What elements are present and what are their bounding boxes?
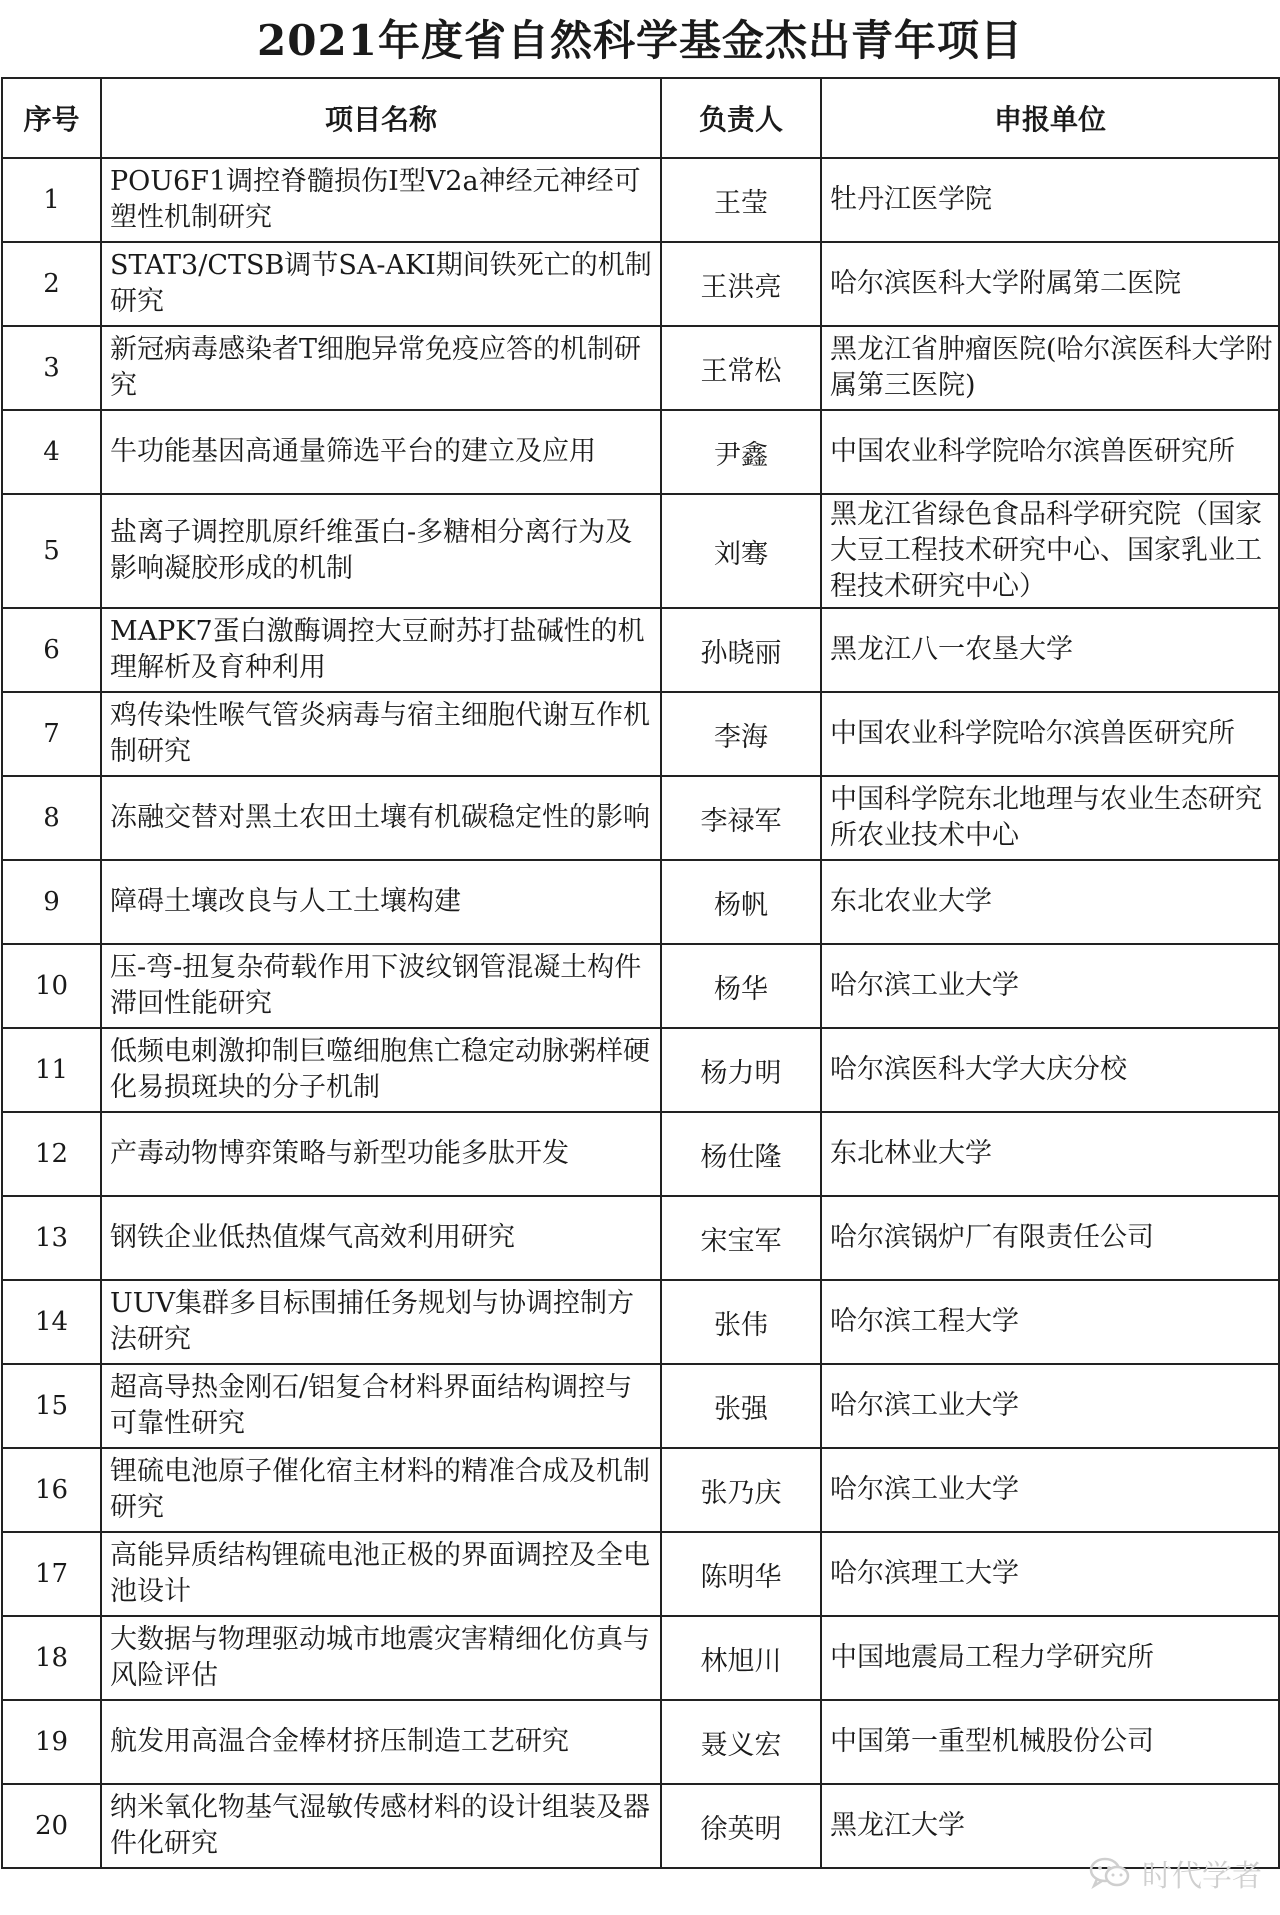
cell-index: 15 <box>2 1364 101 1448</box>
table-row <box>2 776 1279 860</box>
cell-leader: 杨力明 <box>661 1028 821 1112</box>
table-row <box>2 326 1279 410</box>
cell-leader: 宋宝军 <box>661 1196 821 1280</box>
cell-unit: 黑龙江省肿瘤医院(哈尔滨医科大学附属第三医院) <box>821 326 1279 410</box>
cell-index: 5 <box>2 494 101 608</box>
cell-leader: 孙晓丽 <box>661 608 821 692</box>
page-title: 2021年度省自然科学基金杰出青年项目 <box>257 16 1023 65</box>
header-unit: 申报单位 <box>821 78 1279 158</box>
table-row <box>2 158 1279 242</box>
cell-index: 6 <box>2 608 101 692</box>
cell-unit: 中国科学院东北地理与农业生态研究所农业技术中心 <box>821 776 1279 860</box>
cell-name: 锂硫电池原子催化宿主材料的精准合成及机制研究 <box>101 1448 661 1532</box>
cell-index: 13 <box>2 1196 101 1280</box>
cell-index: 3 <box>2 326 101 410</box>
table-row <box>2 860 1279 944</box>
cell-unit: 黑龙江省绿色食品科学研究院（国家大豆工程技术研究中心、国家乳业工程技术研究中心） <box>821 494 1279 608</box>
cell-name: 航发用高温合金棒材挤压制造工艺研究 <box>101 1700 661 1784</box>
cell-name: 新冠病毒感染者T细胞异常免疫应答的机制研究 <box>101 326 661 410</box>
cell-unit: 中国农业科学院哈尔滨兽医研究所 <box>821 410 1279 494</box>
cell-unit: 东北林业大学 <box>821 1112 1279 1196</box>
cell-unit: 哈尔滨工程大学 <box>821 1280 1279 1364</box>
wechat-icon <box>1088 1855 1132 1891</box>
cell-name: POU6F1调控脊髓损伤Ⅰ型V2a神经元神经可塑性机制研究 <box>101 158 661 242</box>
cell-index: 8 <box>2 776 101 860</box>
cell-unit: 牡丹江医学院 <box>821 158 1279 242</box>
cell-index: 14 <box>2 1280 101 1364</box>
cell-leader: 王洪亮 <box>661 242 821 326</box>
table-row <box>2 608 1279 692</box>
cell-name: 盐离子调控肌原纤维蛋白-多糖相分离行为及影响凝胶形成的机制 <box>101 494 661 608</box>
cell-leader: 陈明华 <box>661 1532 821 1616</box>
cell-unit: 哈尔滨医科大学附属第二医院 <box>821 242 1279 326</box>
table-header-row <box>2 78 1279 158</box>
cell-name: 超高导热金刚石/铝复合材料界面结构调控与可靠性研究 <box>101 1364 661 1448</box>
cell-index: 11 <box>2 1028 101 1112</box>
cell-name: 牛功能基因高通量筛选平台的建立及应用 <box>101 410 661 494</box>
project-table <box>1 77 1280 1869</box>
cell-index: 2 <box>2 242 101 326</box>
cell-name: MAPK7蛋白激酶调控大豆耐苏打盐碱性的机理解析及育种利用 <box>101 608 661 692</box>
table-row <box>2 1364 1279 1448</box>
cell-name: 高能异质结构锂硫电池正极的界面调控及全电池设计 <box>101 1532 661 1616</box>
cell-leader: 聂义宏 <box>661 1700 821 1784</box>
cell-index: 1 <box>2 158 101 242</box>
cell-name: 产毒动物博弈策略与新型功能多肽开发 <box>101 1112 661 1196</box>
table-row <box>2 242 1279 326</box>
cell-name: 压-弯-扭复杂荷载作用下波纹钢管混凝土构件滞回性能研究 <box>101 944 661 1028</box>
cell-index: 19 <box>2 1700 101 1784</box>
cell-leader: 张乃庆 <box>661 1448 821 1532</box>
cell-index: 16 <box>2 1448 101 1532</box>
cell-leader: 张伟 <box>661 1280 821 1364</box>
table-row <box>2 410 1279 494</box>
table-row <box>2 1700 1279 1784</box>
cell-unit: 哈尔滨锅炉厂有限责任公司 <box>821 1196 1279 1280</box>
cell-name: 障碍土壤改良与人工土壤构建 <box>101 860 661 944</box>
cell-index: 7 <box>2 692 101 776</box>
cell-index: 17 <box>2 1532 101 1616</box>
cell-unit: 中国农业科学院哈尔滨兽医研究所 <box>821 692 1279 776</box>
table-row <box>2 1532 1279 1616</box>
cell-name: 冻融交替对黑土农田土壤有机碳稳定性的影响 <box>101 776 661 860</box>
cell-leader: 林旭川 <box>661 1616 821 1700</box>
cell-name: STAT3/CTSB调节SA-AKI期间铁死亡的机制研究 <box>101 242 661 326</box>
cell-leader: 杨华 <box>661 944 821 1028</box>
cell-index: 9 <box>2 860 101 944</box>
cell-unit: 黑龙江八一农垦大学 <box>821 608 1279 692</box>
cell-leader: 杨帆 <box>661 860 821 944</box>
cell-leader: 张强 <box>661 1364 821 1448</box>
cell-unit: 黑龙江大学 <box>821 1784 1279 1868</box>
table-row <box>2 944 1279 1028</box>
table-row <box>2 494 1279 608</box>
table-row <box>2 1196 1279 1280</box>
table-row <box>2 1448 1279 1532</box>
table-row <box>2 1280 1279 1364</box>
cell-index: 10 <box>2 944 101 1028</box>
cell-leader: 李禄军 <box>661 776 821 860</box>
cell-name: 纳米氧化物基气湿敏传感材料的设计组装及器件化研究 <box>101 1784 661 1868</box>
cell-name: 低频电刺激抑制巨噬细胞焦亡稳定动脉粥样硬化易损斑块的分子机制 <box>101 1028 661 1112</box>
cell-name: 鸡传染性喉气管炎病毒与宿主细胞代谢互作机制研究 <box>101 692 661 776</box>
cell-unit: 哈尔滨工业大学 <box>821 1364 1279 1448</box>
cell-name: UUV集群多目标围捕任务规划与协调控制方法研究 <box>101 1280 661 1364</box>
cell-unit: 哈尔滨工业大学 <box>821 1448 1279 1532</box>
cell-unit: 哈尔滨医科大学大庆分校 <box>821 1028 1279 1112</box>
table-body <box>2 158 1279 1868</box>
cell-index: 18 <box>2 1616 101 1700</box>
cell-unit: 中国地震局工程力学研究所 <box>821 1616 1279 1700</box>
cell-leader: 尹鑫 <box>661 410 821 494</box>
header-index: 序号 <box>2 78 101 158</box>
cell-leader: 刘骞 <box>661 494 821 608</box>
header-leader: 负责人 <box>661 78 821 158</box>
cell-leader: 杨仕隆 <box>661 1112 821 1196</box>
cell-leader: 李海 <box>661 692 821 776</box>
watermark-text: 时代学者 <box>1142 1859 1262 1894</box>
cell-name: 钢铁企业低热值煤气高效利用研究 <box>101 1196 661 1280</box>
cell-unit: 哈尔滨工业大学 <box>821 944 1279 1028</box>
table-row <box>2 692 1279 776</box>
cell-index: 12 <box>2 1112 101 1196</box>
cell-unit: 东北农业大学 <box>821 860 1279 944</box>
cell-leader: 王常松 <box>661 326 821 410</box>
table-row <box>2 1028 1279 1112</box>
cell-index: 20 <box>2 1784 101 1868</box>
cell-name: 大数据与物理驱动城市地震灾害精细化仿真与风险评估 <box>101 1616 661 1700</box>
table-row <box>2 1616 1279 1700</box>
header-name: 项目名称 <box>101 78 661 158</box>
cell-leader: 徐英明 <box>661 1784 821 1868</box>
watermark <box>1088 1851 1262 1895</box>
cell-index: 4 <box>2 410 101 494</box>
table-row <box>2 1112 1279 1196</box>
cell-leader: 王莹 <box>661 158 821 242</box>
cell-unit: 中国第一重型机械股份公司 <box>821 1700 1279 1784</box>
cell-unit: 哈尔滨理工大学 <box>821 1532 1279 1616</box>
